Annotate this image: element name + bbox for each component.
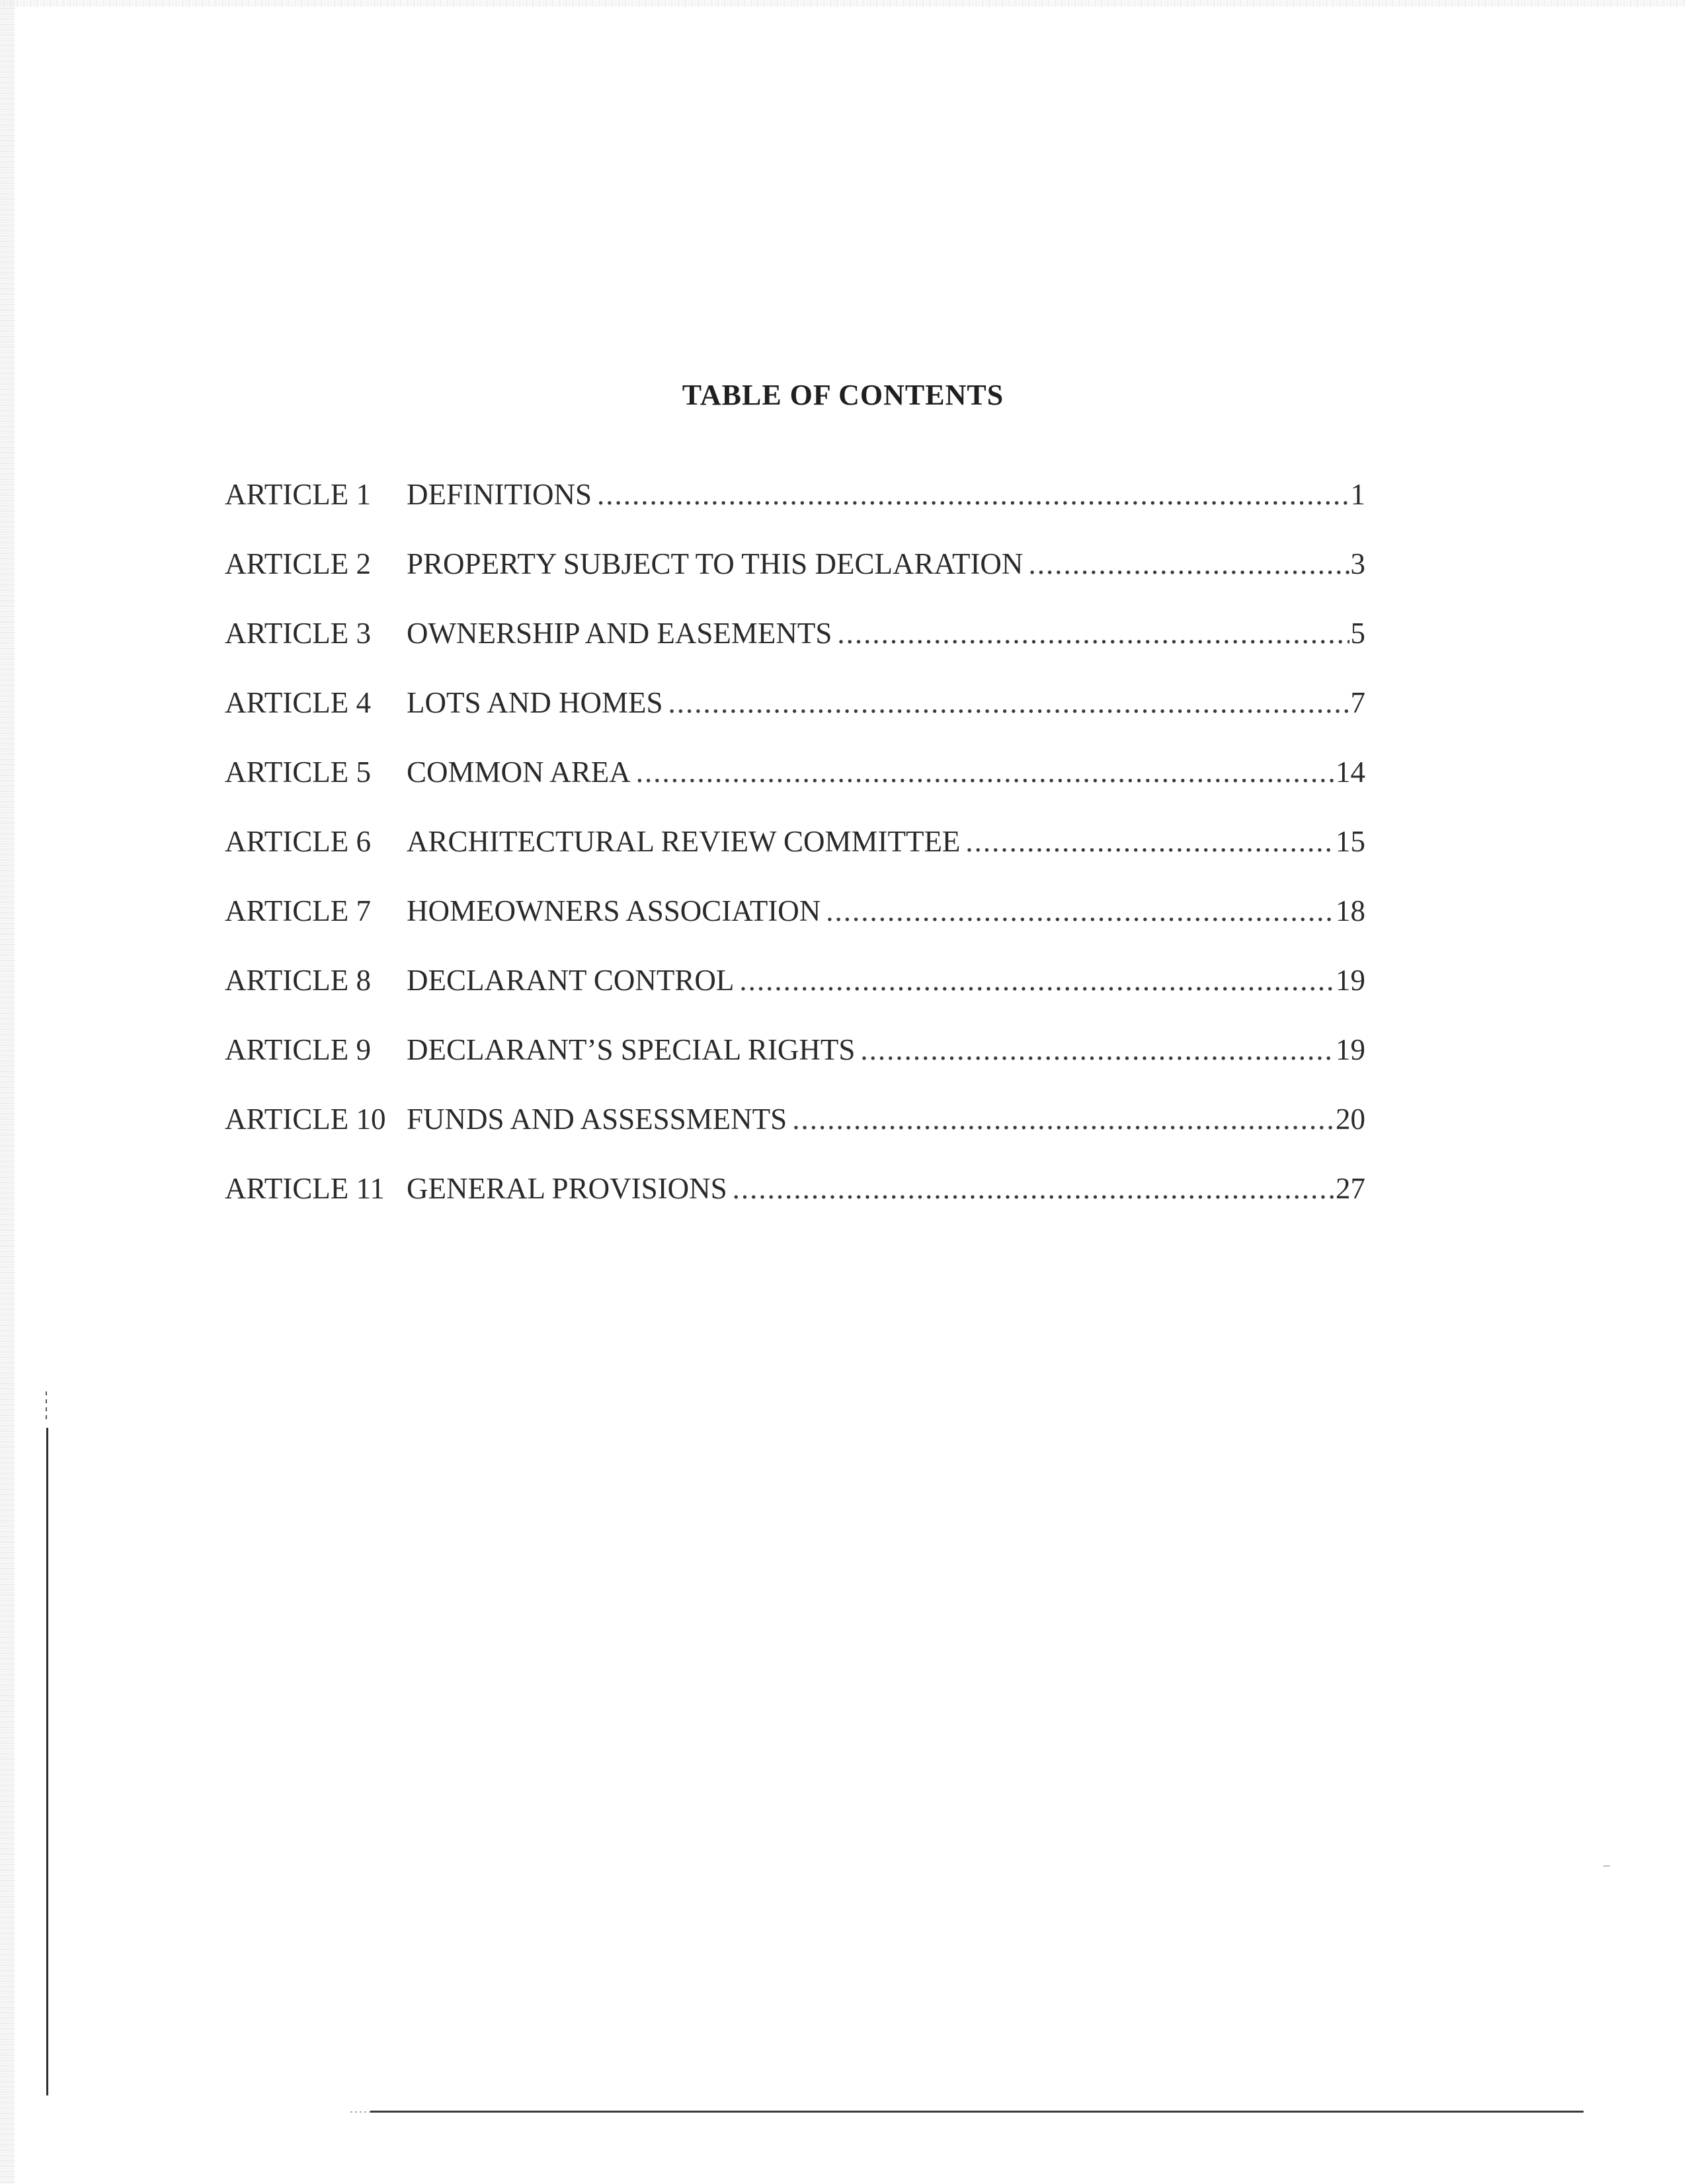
page-title: TABLE OF CONTENTS xyxy=(682,379,1004,411)
toc-article-number: ARTICLE 3 xyxy=(225,617,372,650)
toc-article-number: ARTICLE 6 xyxy=(225,825,372,858)
toc-article-heading: DEFINITIONS xyxy=(407,478,592,511)
toc-page-number: 27 xyxy=(1336,1172,1365,1205)
toc-page-number: 20 xyxy=(1336,1103,1365,1136)
toc-article-number: ARTICLE 10 xyxy=(225,1103,386,1136)
toc-article-heading: ARCHITECTURAL REVIEW COMMITTEE xyxy=(407,825,961,858)
toc-entry xyxy=(225,755,1365,824)
scan-artifact-tick xyxy=(1603,1865,1610,1867)
toc-dot-leader xyxy=(668,685,1349,720)
toc-page-number: 1 xyxy=(1350,478,1365,511)
toc-page-number: 19 xyxy=(1336,964,1365,997)
toc-entry xyxy=(225,1171,1365,1241)
toc-article-number: ARTICLE 5 xyxy=(225,756,372,789)
toc-article-number: ARTICLE 4 xyxy=(225,686,372,719)
toc-page-number: 3 xyxy=(1350,547,1365,580)
toc-page-number: 5 xyxy=(1350,617,1365,650)
toc-article-number: ARTICLE 7 xyxy=(225,894,372,927)
toc-entry xyxy=(225,685,1365,755)
bottom-rule xyxy=(370,2111,1584,2113)
toc-dot-leader xyxy=(733,1171,1334,1206)
scan-artifact-dash xyxy=(46,1391,47,1421)
toc-page-number: 15 xyxy=(1336,825,1365,858)
toc-dot-leader xyxy=(636,755,1334,789)
toc-page-number: 7 xyxy=(1350,686,1365,719)
toc-article-heading: PROPERTY SUBJECT TO THIS DECLARATION xyxy=(407,547,1024,580)
toc-article-number: ARTICLE 2 xyxy=(225,547,372,580)
toc-article-heading: DECLARANT’S SPECIAL RIGHTS xyxy=(407,1033,856,1066)
toc-article-number: ARTICLE 1 xyxy=(225,478,372,511)
toc-entry xyxy=(225,1102,1365,1171)
toc-article-heading: COMMON AREA xyxy=(407,756,631,789)
scan-artifact-dots xyxy=(350,2111,370,2113)
toc-article-number: ARTICLE 8 xyxy=(225,964,372,997)
scan-edge-left xyxy=(0,0,15,2184)
toc-entry xyxy=(225,963,1365,1033)
toc-article-heading: GENERAL PROVISIONS xyxy=(407,1172,727,1205)
toc-page-number: 18 xyxy=(1336,894,1365,927)
toc-article-heading: OWNERSHIP AND EASEMENTS xyxy=(407,617,832,650)
left-margin-rule xyxy=(46,1428,48,2095)
toc-article-number: ARTICLE 9 xyxy=(225,1033,372,1066)
toc-entry xyxy=(225,894,1365,963)
toc-entry xyxy=(225,477,1365,547)
toc-entry xyxy=(225,1033,1365,1102)
toc-dot-leader xyxy=(792,1102,1334,1136)
toc-article-heading: DECLARANT CONTROL xyxy=(407,964,735,997)
toc-page-number: 19 xyxy=(1336,1033,1365,1066)
scan-edge-top xyxy=(0,0,1686,7)
toc-dot-leader xyxy=(837,616,1349,650)
toc-dot-leader xyxy=(597,477,1349,512)
toc-entry xyxy=(225,547,1365,616)
toc-dot-leader xyxy=(965,824,1334,859)
toc-entry xyxy=(225,824,1365,894)
toc-page-number: 14 xyxy=(1336,756,1365,789)
toc-article-heading: HOMEOWNERS ASSOCIATION xyxy=(407,894,821,927)
toc-dot-leader xyxy=(826,894,1334,928)
toc-dot-leader xyxy=(860,1033,1334,1067)
toc-list xyxy=(225,477,1365,1241)
toc-dot-leader xyxy=(1028,547,1349,581)
toc-article-heading: FUNDS AND ASSESSMENTS xyxy=(407,1103,787,1136)
toc-article-heading: LOTS AND HOMES xyxy=(407,686,663,719)
toc-dot-leader xyxy=(739,963,1334,997)
toc-entry xyxy=(225,616,1365,685)
toc-article-number: ARTICLE 11 xyxy=(225,1172,385,1205)
